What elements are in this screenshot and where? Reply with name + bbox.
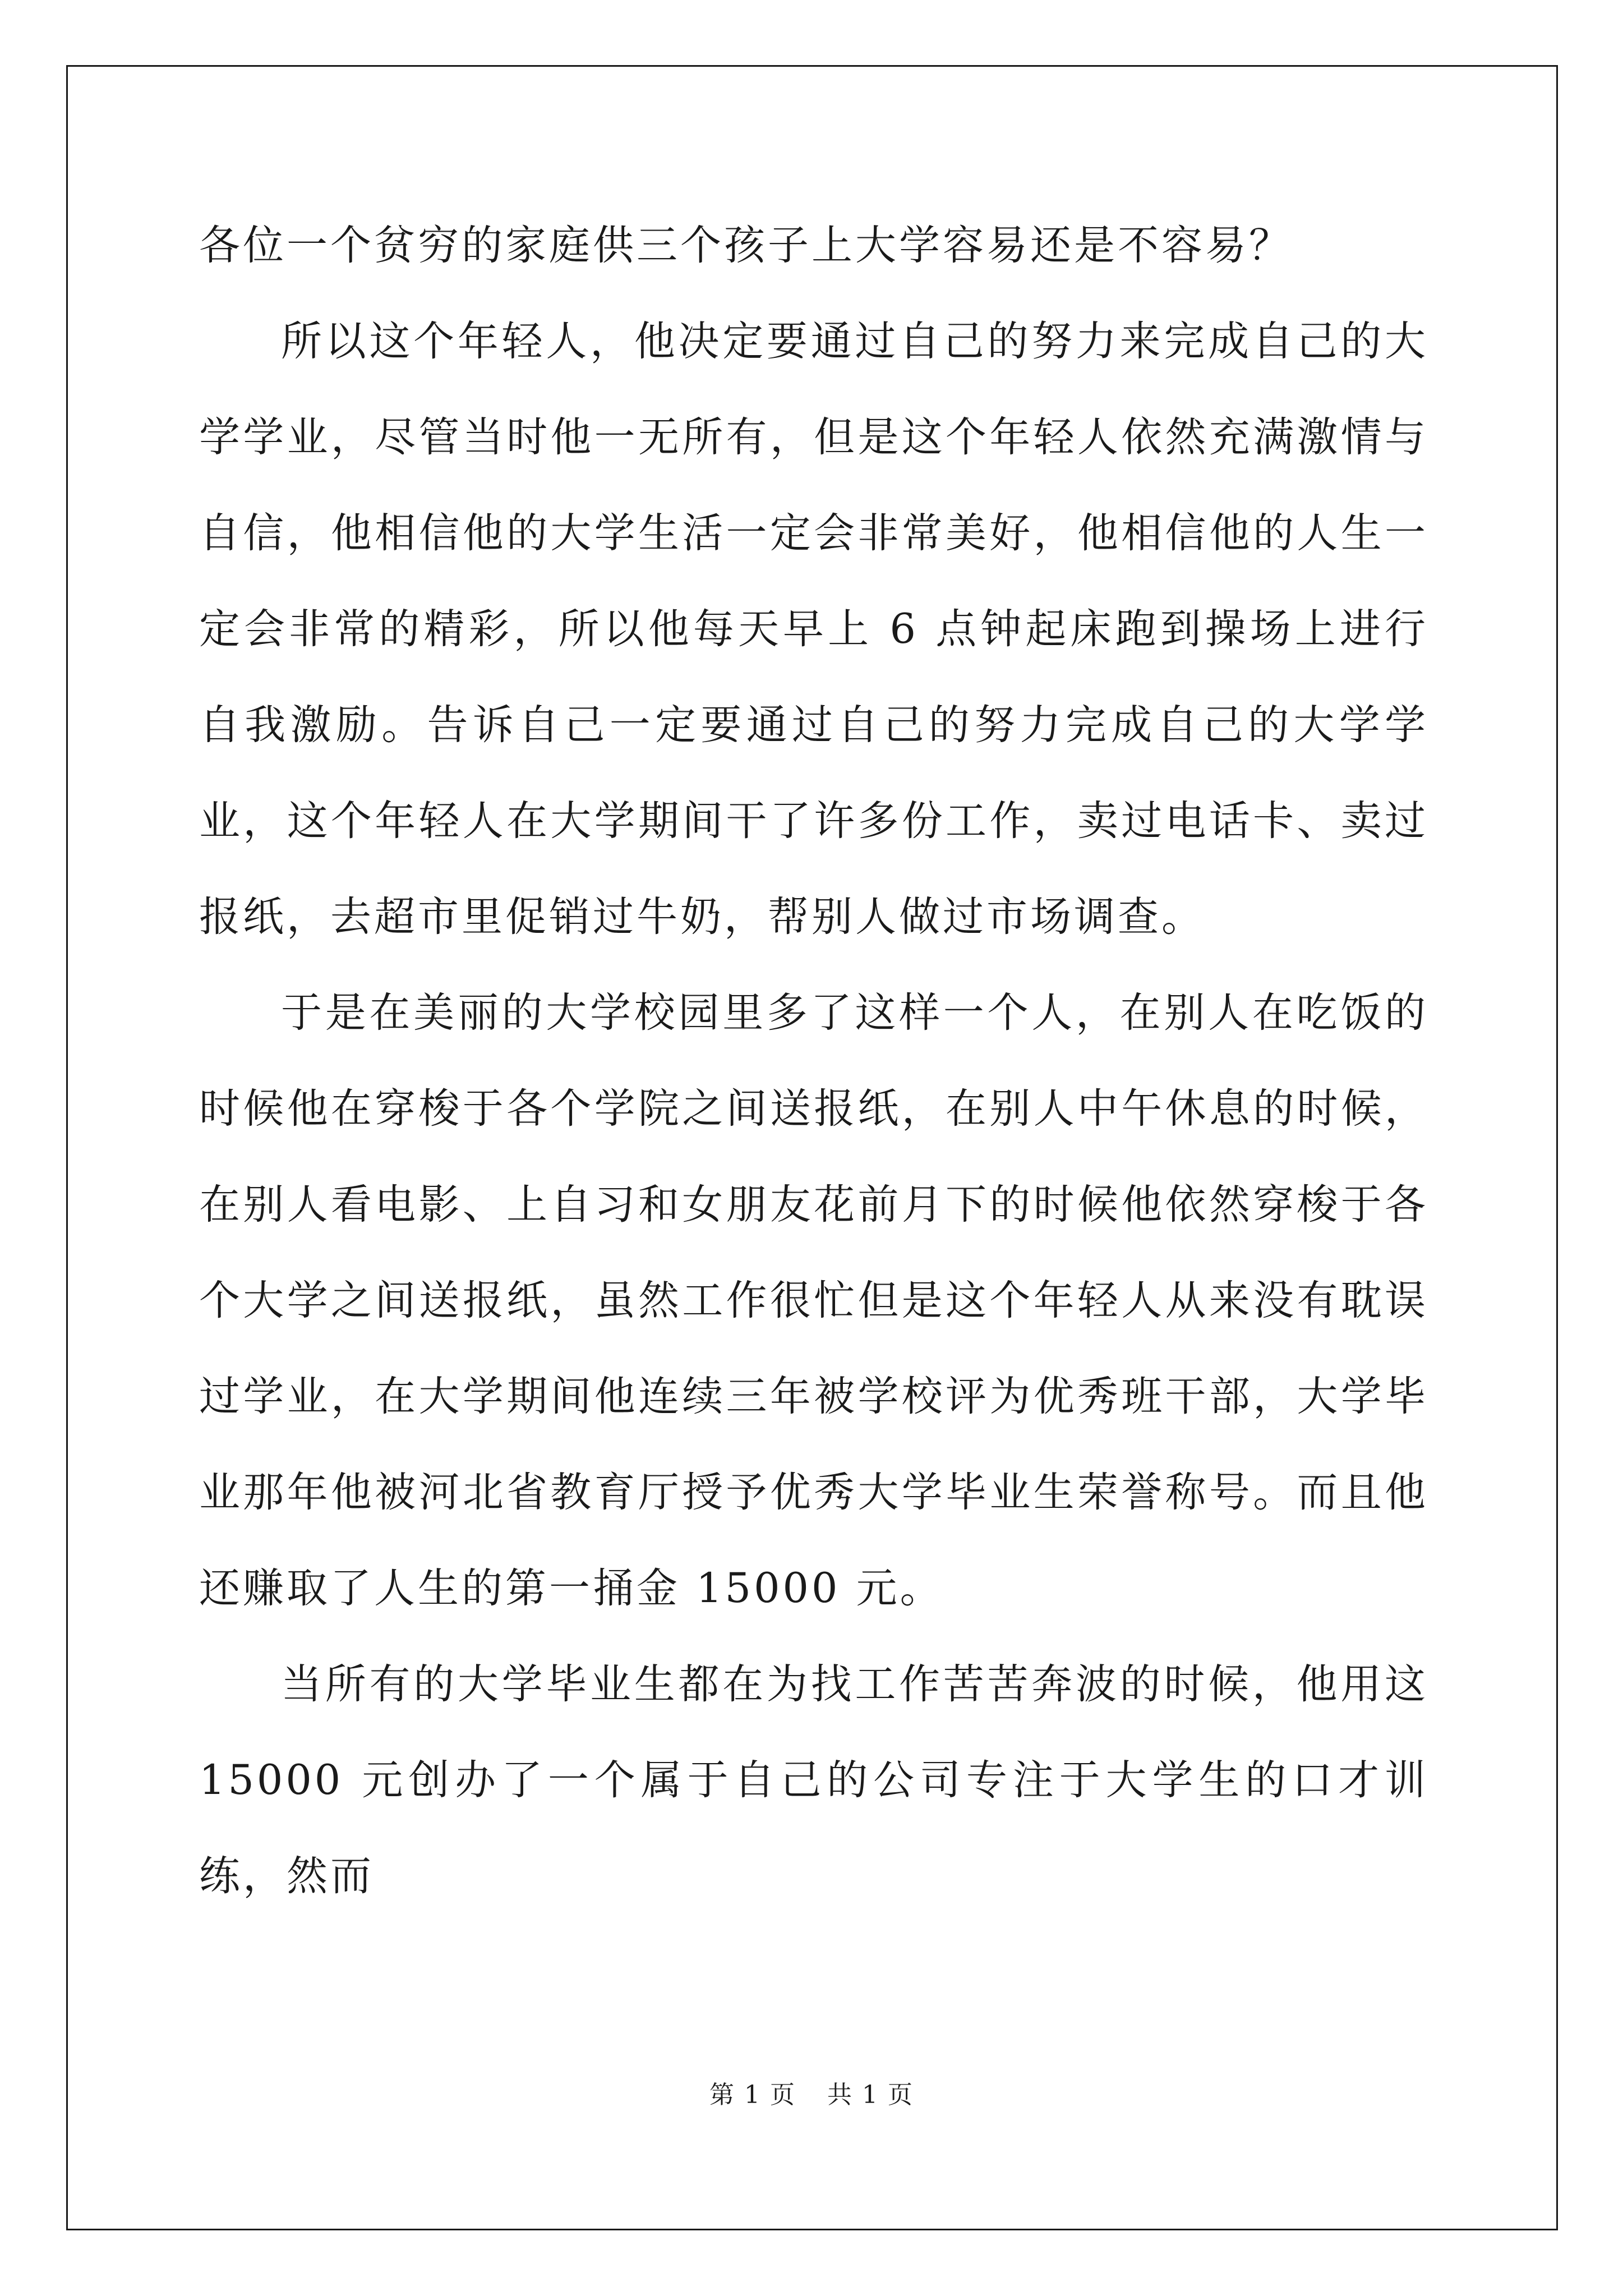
- page-footer: [0, 2078, 1623, 2112]
- paragraph-4: 当所有的大学毕业生都在为找工作苦苦奔波的时候，他用这 15000 元创办了一个属于自己的公司专注于大学生的口才训练，然而: [199, 1660, 1428, 1900]
- page-total: 共 1 页: [827, 2081, 914, 2109]
- page-number: 第 1 页: [709, 2081, 796, 2109]
- paragraph-2: 所以这个年轻人，他决定要通过自己的努力来完成自己的大学学业，尽管当时他一无所有，但是这个年轻人依然充满激情与自信，他相信他的大学生活一定会非常美好，他相信他的人生一定会非常的精彩，所以他每天早上 6 点钟起床跑到操场上进行自我激励。告诉自己一定要通过自己的努力完成自己的大学学业，这个年轻人在大学期间干了许多份工作，卖过电话卡、卖过报纸，去超市里促销过牛奶，帮别人做过市场调查。: [199, 318, 1428, 941]
- document-body: [199, 197, 1428, 1924]
- paragraph-3: 于是在美丽的大学校园里多了这样一个人，在别人在吃饭的时候他在穿梭于各个学院之间送报纸，在别人中午休息的时候，在别人看电影、上自习和女朋友花前月下的时候他依然穿梭于各个大学之间送报纸，虽然工作很忙但是这个年轻人从来没有耽误过学业，在大学期间他连续三年被学校评为优秀班干部，大学毕业那年他被河北省教育厅授予优秀大学毕业生荣誉称号。而且他还赚取了人生的第一捅金 15000 元。: [199, 989, 1428, 1612]
- paragraph-1: 各位一个贫穷的家庭供三个孩子上大学容易还是不容易？: [199, 222, 1293, 269]
